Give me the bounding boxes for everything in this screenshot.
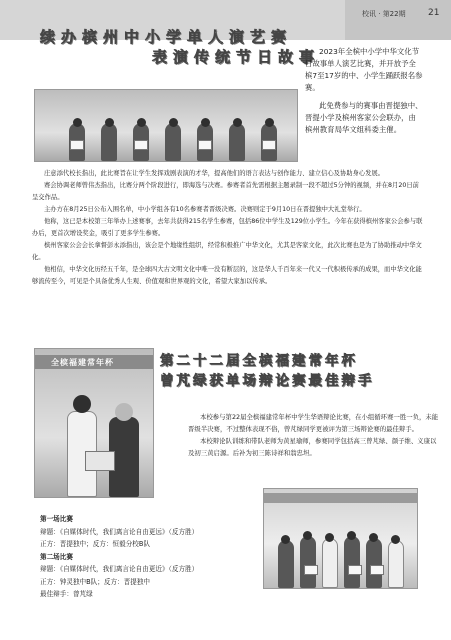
article2-intro-paragraph: 本校参与第22届全槟福建常年杯中学生华语辩论比赛，在小组循环赛一胜一负，未能晋级半决赛，不过整体表现不俗，曾芃绿同学更被评为第三场辩论赛的最佳辩手。 [188,413,439,433]
photo-person-head [369,533,378,542]
article1-body-paragraph: 他相信，中华文化历经五千年，是全球四大古文明文化中唯一没有断层的，这是华人千百年来一代又一代积极传承的成果，而中华文化能够流传至今，可见是个具备优秀人生观、价值观和世界观的文化，希望大家加以传承。 [32,266,422,285]
results-best-speaker: 最佳辩手：曾芃绿 [40,590,93,598]
article1-title-line2: 表演传统节日故事 [152,48,321,66]
article1-intro [305,46,423,142]
photo-person-head [115,403,133,421]
photo-person [278,540,294,588]
article1-intro-paragraph: 此免费参与的赛事由晋提独中、晋提小学及槟州客家公会联办，由槟州教育局华文组科委主催。 [305,101,423,134]
photo-certificate [304,565,318,575]
results-line: 辩题：《自媒体时代，我们离言论自由更远》（反方胜） [40,527,199,536]
running-head-column: 校讯 [362,10,376,18]
article1-body-paragraph: 赛会协调老师曾伟杰指出，比赛分两个阶段进行，即海选与决赛。参赛者首先需根据主题录制一段不超过5分钟的视频，并在8月20日前呈交作品。 [32,182,419,201]
photo-person-head [233,118,242,127]
debate-results [40,513,270,601]
running-head [362,9,406,19]
article1-intro-paragraph: 2023年全槟中小学中华文化节日故事单人演艺比赛，并开放予全槟7至17岁的中、小学生踊跃报名参赛。 [305,47,423,92]
photo-person-head [325,533,334,542]
photo-person-head [73,395,91,413]
article2-intro [188,411,440,459]
photo-person-head [303,531,312,540]
photo-certificate [198,140,212,150]
photo-certificate [134,140,148,150]
photo-certificate [262,140,276,150]
photo-person-head [347,531,356,540]
photo-person [344,536,360,588]
article2-title-line2: 曾芃绿获单场辩论赛最佳辩手 [160,373,375,389]
photo-certificate [370,565,384,575]
photo-person [300,536,316,588]
photo-person-head [73,118,82,127]
article1-body-paragraph: 槟州客家公会会长拿督彭永添指出，该会是个地缘性组织，经常积极推广中华文化，尤其是客家文化，此次比赛也是为了协助推动中华文化。 [32,242,422,261]
photo-person-head [169,118,178,127]
photo-person [229,123,245,161]
article2-intro-paragraph: 本校辩论队训练和带队老师为黄星瑜师，参赛同学包括高三曾芃绿、颜子维、义康以及初三黄启源。后补为初三陈诗祥和翁忠坦。 [188,437,437,457]
photo-person-head [265,118,274,127]
photo-certificate [348,565,362,575]
photo-person-head [281,535,290,544]
results-heading: 第二场比赛 [40,552,73,561]
results-line: 正方：晋提独中；反方：恒毅分校B队 [40,540,151,548]
article2-title [160,351,440,391]
results-heading: 第一场比赛 [40,515,73,523]
article2-group-photo [263,488,418,589]
article1-body-paragraph: 主办方在8月25日公布入围名单，中小学组各有10名参赛者晋级决赛。决赛则定于9月10日在晋提独中大礼堂举行。 [44,206,366,213]
results-line: 辩题：《自媒体时代，我们离言论自由更近》（反方胜） [40,565,199,573]
photo-person-head [137,118,146,127]
photo-person [101,123,117,161]
article2-photo [34,348,154,498]
photo-banner-text: 全槟福建常年杯 [51,358,114,367]
photo-person-head [391,535,400,544]
photo-certificate [85,451,115,471]
article1-body [32,168,425,288]
photo-person [165,123,181,161]
running-head-issue: 第22期 [382,10,406,18]
article1-photo [34,89,298,162]
article1-body-paragraph: 庄意添代校长指出，此比赛旨在让学生发挥戏剧表演的才华，提高他们的语言表达与创作能力、建立信心及协助身心发展。 [44,170,385,177]
photo-certificate [70,140,84,150]
page-number: 21 [428,8,440,18]
article2-title-line1: 第二十二届全槟福建常年杯 [160,353,358,369]
photo-person [388,540,404,588]
photo-banner [264,493,417,503]
photo-person [366,538,382,588]
photo-person-head [105,118,114,127]
photo-person [322,538,338,588]
article1-body-paragraph: 他称，这已是本校第三年举办上述赛事，去年共获得215名学生参赛，包括86位中学生及129位小学生。今年在获得槟州客家公会参与联办后，更首次增设奖金，吸引了更多学生参赛。 [32,218,423,237]
photo-person-head [201,118,210,127]
article1-title-line1: 续办槟州中小学单人演艺赛 [40,28,293,46]
results-line: 正方：钟灵独中B队；反方：晋提独中 [40,577,151,586]
running-head-separator: · [378,10,383,18]
